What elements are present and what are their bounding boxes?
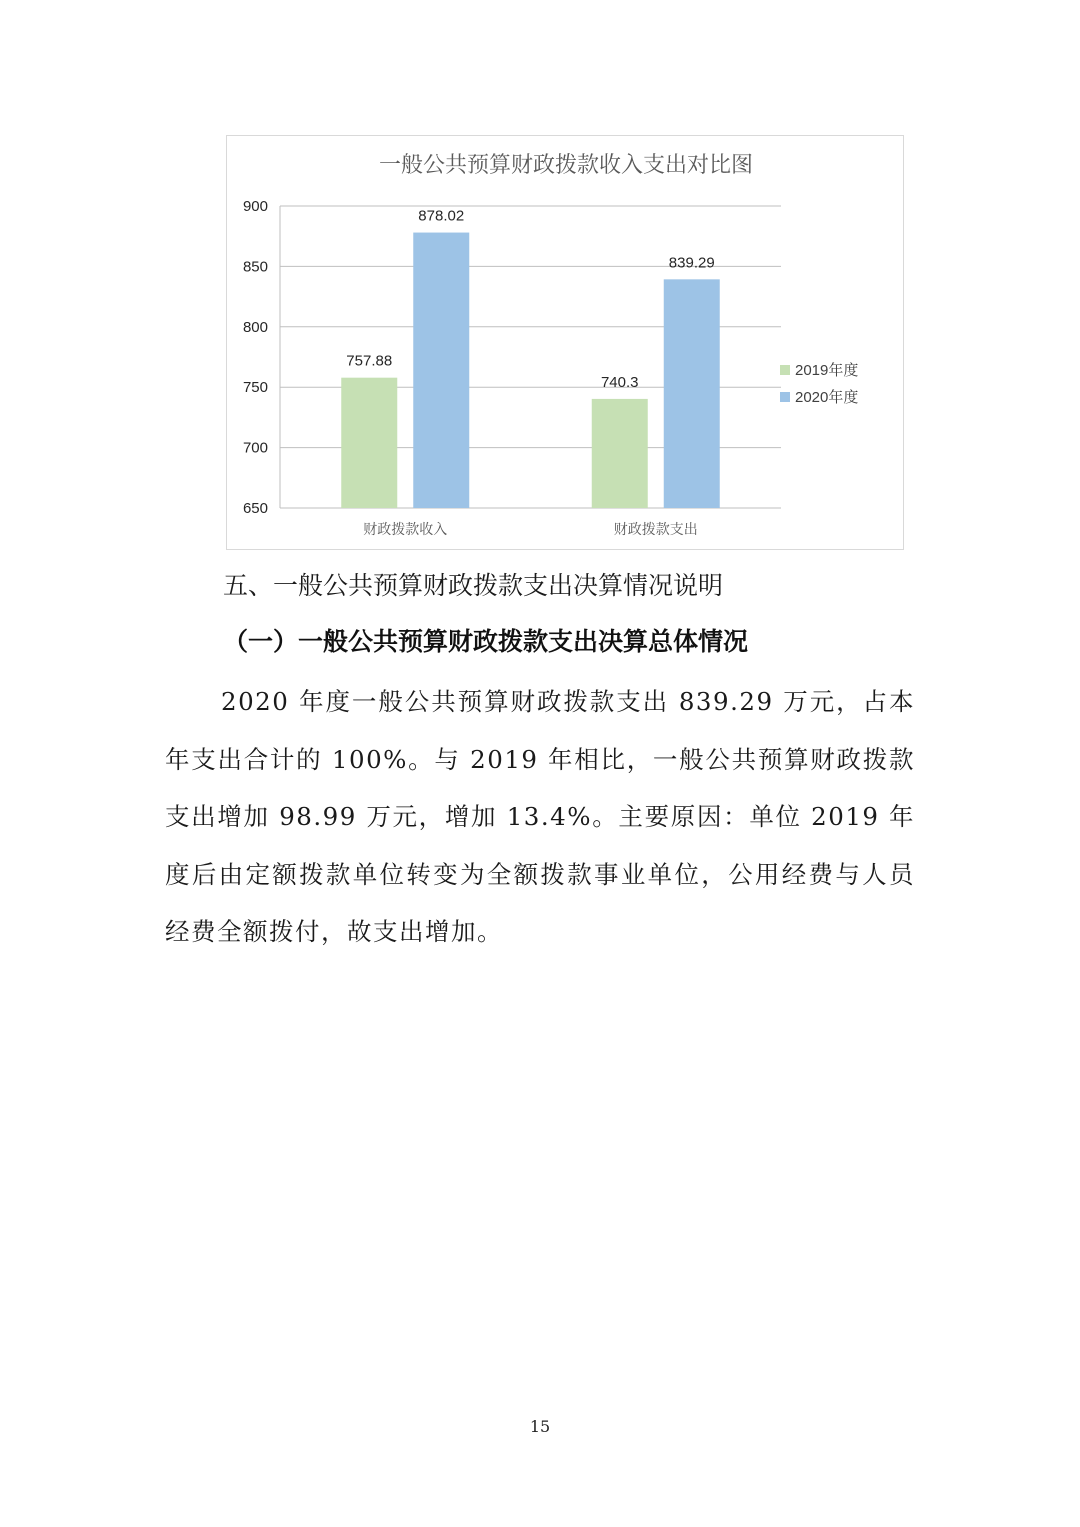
- y-tick-label-650: 650: [242, 500, 268, 517]
- page-number: 15: [529, 1417, 551, 1436]
- sub-heading: （一）一般公共预算财政拨款支出决算总体情况: [223, 627, 749, 656]
- y-tick-label-750: 750: [242, 379, 268, 397]
- bar-2020年度-财政拨款收入: [413, 233, 469, 508]
- data-label-2020年度-财政拨款支出: 839.29: [668, 254, 715, 272]
- y-tick-label-800: 800: [242, 318, 268, 336]
- legend-swatch-2019年度: [780, 365, 790, 375]
- chart-canvas: [227, 136, 905, 551]
- chart-title: 一般公共预算财政拨款收入支出对比图: [378, 153, 753, 178]
- body-paragraph: 2020 年度一般公共预算财政拨款支出 839.29 万元，占本年支出合计的 100%。与 2019 年相比，一般公共预算财政拨款支出增加 98.99 万元，增加 13.4%。主要原因：单位 2019 年度后由定额拨款单位转变为全额拨款事业单位，公用经费与人员经费全额拨付，故支出增加。: [165, 687, 915, 946]
- legend-label-2020年度: 2020年度: [795, 389, 859, 406]
- y-tick-label-900: 900: [242, 198, 268, 215]
- data-label-2019年度-财政拨款支出: 740.3: [600, 373, 639, 391]
- y-tick-label-850: 850: [242, 258, 268, 276]
- data-label-2019年度-财政拨款收入: 757.88: [346, 352, 393, 370]
- bar-2019年度-财政拨款支出: [592, 399, 648, 508]
- legend-label-2019年度: 2019年度: [795, 362, 859, 379]
- y-tick-label-700: 700: [242, 439, 268, 457]
- bar-2019年度-财政拨款收入: [341, 378, 397, 508]
- budget-comparison-chart: [226, 135, 904, 550]
- x-category-label: 财政拨款支出: [613, 521, 698, 537]
- bar-2020年度-财政拨款支出: [664, 279, 720, 508]
- x-category-label: 财政拨款收入: [363, 521, 448, 537]
- data-label-2020年度-财政拨款收入: 878.02: [418, 207, 465, 225]
- section-heading: 五、一般公共预算财政拨款支出决算情况说明: [223, 571, 724, 600]
- legend-swatch-2020年度: [780, 392, 790, 402]
